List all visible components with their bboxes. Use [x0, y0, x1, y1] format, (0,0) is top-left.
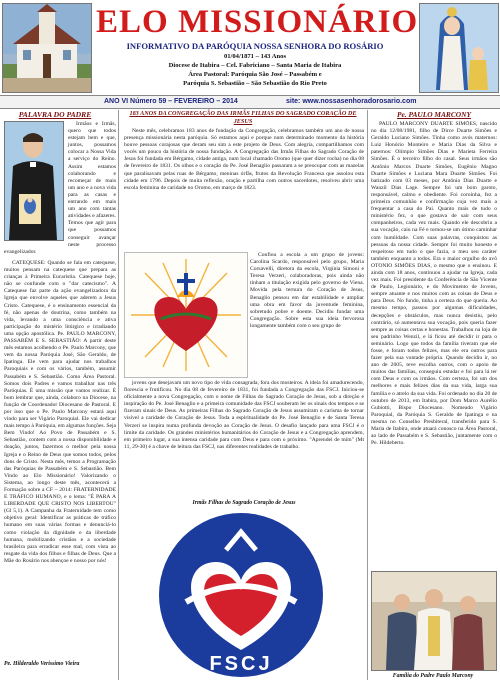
left-column-divider	[118, 110, 119, 680]
center-right-text	[250, 252, 364, 379]
sacred-heart-icon	[125, 253, 247, 377]
left-body-text	[4, 260, 116, 658]
right-column-paragraph: PAULO MARCONY DUARTE SIMÕES, nascido no dia 12/08/1981, filho de Dirce Duarte Simões e Geraldo Luciano Simões. Tinha como avós maternos: Luiz Honório Monteiro e Maria Dias da Silva e paternos: Olímpio Simões Dias e Marieta Ferreira Simões. É o terceiro filho do casal. Seus irmãos são Antônio Marcos Duarte Simões, Eugênio Magno Duarte Simões e Luciana Mara Duarte Simões. Foi batizado com 03 meses, por Antônio Dias Duarte e Wanzil Dias Lage. Sempre foi um bom garoto, responsável, calmo e obediente. Foi coroinha, fez a primeira comunhão e confirmação cuja vez mais a frequentar a casa do Pai. Quanto mais de tudo o ministério fez, o que gostava de sair com seus companheiros, cada vez mais. Quando ele descobriu a sua vocação, caiu na Fé e tornou-se um ótimo caminhar com humildade. Com suas palavras, conquistou as pessoas da nossa cidade. Sempre foi muito honesto e respeitoso em tudo o que fazia, o meu seu caráter também enquanto a todos. Era o maior orgulho do avô OTONIO SIMÕES DIAS, o mesmo que o ensinou. E ainda com 18 anos, continuou a ajudar na Igreja, cada vez mais. Foi presidente da Conferência de São Vicente de Paulo, Legionário, e do Movimento de Jovens, sempre atuante e nos muitos com as coisas de Deus e para Deus. No fundo, tinha a certeza do que queria. Ao mesmo tempo, passou por algumas dificuldades, decepções e obstáculos, mas nunca desistiu, pelo contrário, só aumentava sua vocação, pois queria fazer sempre as coisas certas e honestas. Trabalhou na loja de seu padrinho Wenzil, e lá ficou até decidir ir para o seminário. Logo que todos da família tiveram que ele fosse, e foram todos felizes, mas ele era outros para fazer pela sua vontade própria. Quando decidiu ir, no ano de 2005, teve escolha outros, com o apoio de muitos das famílias, conseguiu estudar e foi para lá ter com Deus e com os irmãos. Com certeza, foi um dos melhores e mais felizes dias da sua vida, larga sua família e o atrelo da sua vida. Foi ordenado no dia 20 de outubro de 2013, em Itabira, por Dom Marco Aurélio Gubiotti, Bispo Diocesano. Nomeado Vigário Paroquial, da Paróquia S. Geraldo de Ipatinga e na mesma no Conselho Presbiteral, transferido para S. Maria de Itabira, onde atuará conosco na Área Pastoral, ao lado de Passabém e S. Sebastião, juntamente com o Pe. Hildeberto.	[371, 121, 497, 447]
fscj-logo-text: FSCJ	[209, 653, 273, 675]
left-body-paragraph: CATEQUESE: Quando se fala em catequese, muitos pensam na catequese que prepara as crianças à Primeira Eucaristia. Catequese hoje, não se confunde com o "dar catecismo". A Catequese faz parte da ação evangelizadora da Igreja que envolve aqueles que aderem a Jesus Cristo. Catequese, é o ensinamento essencial da fé, não apenas de doutrina, como também na vida, levando a uma consciência e ativa participação do mistério litúrgico e irradiando uma opção apostólica. Pe. PAULO MARCONY, PASSABÉM E S. SEBASTIÃO: A partir deste mês estamos acolhendo o Pe. Paulo Marcony, que vem da nossa Paróquia José, São Geraldo, de Ipatinga. Ele vem para ajudar nos trabalhos Paroquiais e com os vários, também, assumir Passabém e S. Sebastião. Como Área Pastoral. Somos dois Padres e vamos trabalhar nas três Paróquias. É uma missão que vamos realizar. É bom lembrar que, ainda, colaboro na Diocese, na função de Coordenador Diocesano de Pastoral. E por isso que o Pe. Paulo Marcony estará aqui vindo para ser Vigário Paroquial. Ele vai dedicar mais tempo à Paróquia, em algumas funções. Seja Bem Vindo! Ao Povo de Passabém e S. Sebastião, contem com a nossa disponibilidade e doação, juntos, fazermos o melhor pela nossa Igreja e o Reino de Deus que somos todos, pelos dons de Cristo. Nesta mês, temos a Programação das Paróquias de Passabém e S. Sebastião. Bem Vindo ao Elo Missionário! Valorizando o Sistema, ao longo deste mês, acontecerá a Formação sobre a CF – 2014: FRATERNIDADE E TRÁFICO HUMANO, e o lema: "É PARA A LIBERDADE QUE CRISTO NOS LIBERTOU" (Gl 5,1). A Campanha da Fraternidade tem como objetivo geral: Identificar as práticas de tráfico humano em suas várias formas e denunciá-lo como violação da dignidade e da liberdade humana, mobilizando cristãos e a sociedade brasileira para erradicar esse mal, com vista ao resgate da vida dos filhos e filhas de Deus. Que a Mãe do Rosário nos abençoe e nosso por nós!	[4, 260, 116, 564]
center-right-paragraph: Confiou a escola a um grupo de jovens: Carolina Scardo, responsável pelo grupo, Maria Corsavelli, diretora da escola, Virgínia Simoni e Teresa Verzeri, colaboradoras, pois ainda não tinham a titulação exigida pelo governo de Viena. Movida pela ternura do Coração de Jesus, Benaglio pensou em dar estabilidade e ampliar uma obra em favor da juventude feminina, sobretudo pobre e doente. Decidiu fundar uma Congregação. Sobre esta sua ideia fervorosa longamente também com o seu grupo de	[250, 252, 364, 329]
edition-info-bar	[0, 95, 500, 109]
center-bottom-paragraph: jovens que desejavam um novo tipo de vida consagrada, fora dos mosteiros. A ideia foi amadurecendo, florescia e frutificou. No dia 08 de fevereiro de 1831, foi fundada a Congregação das FSCJ. Iniciou-se oficialmente a nova Congregação, com o nome de Filhas do Sagrado Coração de Jesus, sob a direção e inspiração do Pe. José Benaglio e a primeira comunidade das FSCJ souberam ler os sinais dos tempos e se fizeram sinais de Deus. As primeiras Filhas do Sagrado Coração de Jesus assumiram o carisma de tornar visível a caridade do Coração de Jesus. Toda a espiritualidade do Pe. José Benaglio e de Santa Teresa Verzeri se inspira numa profunda devoção ao Coração de Jesus. O desafio lançado para uma FSCJ é o limite da caridade. Os grandes ministérios humanitários do Coração de Jesus e a Congregação aprendem, em primeiro lugar, a sua intensa caridade para com Deus e para com o próximo. "Aprendei de mim" (Mt 11, 29-30) é a chave de leitura das FSCJ, nas diferentes realidades de trabalho.	[124, 380, 364, 450]
center-bottom-text	[124, 380, 364, 496]
church-photo	[2, 3, 92, 93]
left-signature: Pe. Hilderaldo Verissimo Vieira	[4, 661, 80, 667]
right-column-divider	[367, 110, 368, 680]
center-top-paragraph: Neste mês, celebramos 183 anos de fundação da Congregação, celebramos também um ano de nossa presença missionária nesta paróquia. Só estamos aqui e porque num determinado momento da história houve pessoas corajosas que deram seu sim a este projeto de Deus. Com alegria, compartilhamos com vocês um pouco da história de nossa fundação. A Congregação das Irmãs Filhas do Sagrado Coração de Jesus foi fundada em Bérgamo, cidade antiga, num local chamado Oromo (que quer dizer rocha) no dia 08 de fevereiro de 1831. Os olhos e o coração do Pe. José Benaglio passaram a se preocupar com as mazelas que paralisavam pelas ruas de Bérgamo, meninas órfãs, frutos da Revolução Francesa que assolou esta cidade em 1796. Depois de muita reflexão, oração e partilha com outros sacerdotes, resolveu abrir uma escola feminina de caridade no Oromo, em março de 1823.	[124, 128, 364, 191]
madonna-statue-icon	[420, 4, 498, 92]
right-column-text	[371, 121, 497, 567]
family-photo-caption: Família do Padre Paulo Marcony	[392, 673, 474, 679]
edition-number: ANO VI Número 59 – FEVEREIRO – 2014	[104, 98, 238, 105]
fscj-logo	[146, 510, 336, 680]
right-column-title: Pe. PAULO MARCONY	[397, 110, 471, 119]
priest-family-photo	[371, 571, 497, 671]
priest-photo	[4, 121, 64, 241]
diocese-line: Diocese de Itabira – Cel. Fabriciano – Santa Maria de Itabira	[168, 62, 342, 69]
newspaper-subtitle: INFORMATIVO DA PARÓQUIA NOSSA SENHORA DO ROSÁRIO	[126, 41, 384, 51]
parish-line: Paróquia S. Sebastião – São Sebastião do Rio Preto	[183, 80, 327, 87]
priest-portrait-icon	[5, 122, 63, 240]
left-intro-paragraph: Irmãos e Irmãs, quero que todos estejam bem e que, juntos, possamos colocar a Nossa Vida a serviço do Reino. Assim estamos colaborando e recomeçar de mais um ano e a nova vida para as casas e entrando em mais um ano com tantas atividades e afazeres. Temos que agir para que possamos conseguir avançar neste processo evangelizador.	[4, 121, 116, 255]
our-lady-statue-photo	[419, 3, 499, 93]
family-group-icon	[372, 572, 496, 670]
website-link[interactable]: site: www.nossasenhoradorosario.com	[286, 98, 417, 105]
church-building-icon	[3, 4, 91, 92]
sacred-heart-emblem	[124, 252, 248, 378]
left-column-title: PALAVRA DO PADRE	[18, 110, 92, 119]
fscj-heart-logo-icon	[146, 510, 336, 680]
center-article-title: 183 ANOS DA CONGREGAÇÃO DAS IRMÃS FILHAS DO SAGRADO CORAÇÃO DE JESUS	[129, 110, 357, 125]
pastoral-area-line: Área Pastoral: Paróquia São José – Passabém e	[188, 71, 322, 78]
emblem-caption: Irmãs Filhas do Sagrado Coração de Jesus	[192, 500, 296, 506]
center-top-text	[124, 128, 364, 251]
left-intro-text	[4, 121, 116, 259]
newspaper-title: ELO MISSIONÁRIO	[96, 4, 419, 40]
founded-line: 01/04/1871 – 143 Anos	[223, 53, 287, 60]
